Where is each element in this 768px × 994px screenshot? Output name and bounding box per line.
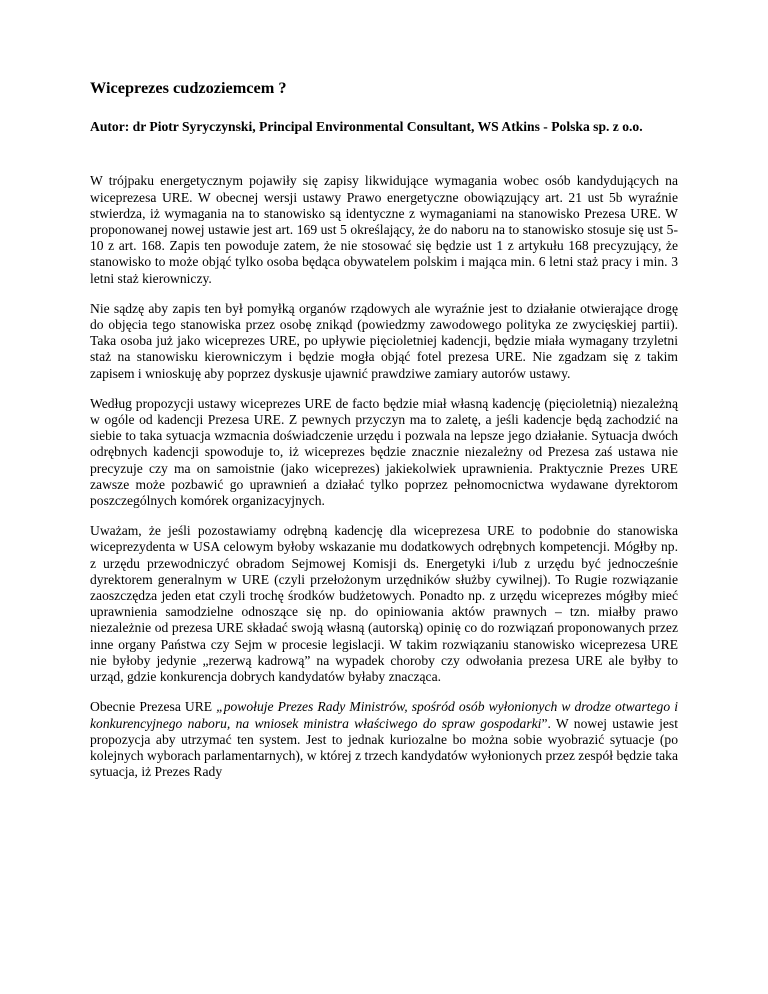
paragraph-5: [90, 699, 678, 780]
document-page: [90, 78, 678, 780]
paragraph-2: Nie sądzę aby zapis ten był pomyłką organów rządowych ale wyraźnie jest to działanie otwierające drogę do objęcia tego stanowiska przez osobę znikąd (powiedzmy zawodowego polityka ze zwycięskiej partii). Taka osoba już jako wiceprezes URE, po upływie pięcioletniej kadencji, będzie miała wymagany trzyletni staż na stanowisku kierowniczym i będzie mogła objąć fotel prezesa URE. Nie zgadzam się z takim zapisem i wnioskuję aby poprzez dyskusje ujawnić prawdziwe zamiary autorów ustawy.: [90, 300, 678, 381]
paragraph-5-quote: „powołuje Prezes Rady Ministrów, spośród osób wyłonionych w drodze otwartego i konkurencyjnego naboru, na wniosek ministra właściwego do spraw gospodarki: [90, 699, 678, 731]
paragraph-5-rest: ”. W nowej ustawie jest propozycja aby utrzymać ten system. Jest to jednak kuriozalne bo można sobie wyobrazić sytuacje (po kolejnych wyborach parlamentarnych), w której z trzech kandydatów wyłonionych przez zespół będzie taka sytuacja, iż Prezes Rady: [90, 715, 678, 780]
document-title: Wiceprezes cudzoziemcem ?: [90, 78, 287, 97]
paragraph-1: W trójpaku energetycznym pojawiły się zapisy likwidujące wymagania wobec osób kandydujących na wiceprezesa URE. W obecnej wersji ustawy Prawo energetyczne obowiązujący art. 21 ust 5b wyraźnie stwierdza, iż wymagania na to stanowisko są identyczne z wymaganiami na stanowisko Prezesa URE. W proponowanej nowej ustawie jest art. 169 ust 5 określający, że do naboru na to stanowisko stosuje się ust 5-10 z art. 168. Zapis ten powoduje zatem, że nie stosować się będzie ust 1 z artykułu 168 precyzujący, że stanowisko to może objąć tylko osoba będąca obywatelem polskim i mająca min. 6 letni staż pracy i min. 3 letni staż kierowniczy.: [90, 173, 678, 286]
paragraph-5-lead: Obecnie Prezesa URE: [90, 699, 217, 715]
paragraph-4: Uważam, że jeśli pozostawiamy odrębną kadencję dla wiceprezesa URE to podobnie do stanowiska wiceprezydenta w USA celowym byłoby wskazanie mu dodatkowych odrębnych kompetencji. Mógłby np. z urzędu przewodniczyć obradom Sejmowej Komisji ds. Energetyki i/lub z urzędu być jednocześnie dyrektorem generalnym w URE (czyli przełożonym urzędników służby cywilnej). To Rugie rozwiązanie zaoszczędza jeden etat czyli trochę środków budżetowych. Ponadto np. z urzędu wiceprezes mógłby mieć uprawnienia samodzielne odnoszące się np. do opiniowania aktów prawnych – tzn. miałby prawo niezależnie od prezesa URE składać swoją własną (autorską) opinię co do rozwiązań proponowanych przez inne organy Państwa czy Sejm w procesie legislacji. W takim rozwiązaniu stanowisko wiceprezesa URE nie byłoby jedynie „rezerwą kadrową” na wypadek choroby czy odwołania prezesa URE ale byłby to urząd, gdzie konkurencja dobrych kandydatów byłaby znacząca.: [90, 523, 678, 685]
author-line: Autor: dr Piotr Syryczynski, Principal Environmental Consultant, WS Atkins - Polska sp. z o.o.: [90, 119, 643, 134]
paragraph-3: Według propozycji ustawy wiceprezes URE de facto będzie miał własną kadencję (pięcioletnią) niezależną w ogóle od kadencji Prezesa URE. Z pewnych przyczyn ma to zaletę, a jeśli kadencje będą zachodzić na siebie to taka sytuacja wzmacnia doświadczenie urzędu i pozwala na lepsze jego działanie. Sytuacja dwóch odrębnych kadencji spowoduje to, iż wiceprezes będzie znacznie niezależny od Prezesa zaś ustawa nie precyzuje czy ma on samoistnie (jako wiceprezes) jakiekolwiek uprawnienia. Praktycznie Prezes URE zawsze może pozbawić go uprawnień a działać tylko poprzez pełnomocnictwa wydawane dyrektorom poszczególnych komórek organizacyjnych.: [90, 395, 678, 509]
